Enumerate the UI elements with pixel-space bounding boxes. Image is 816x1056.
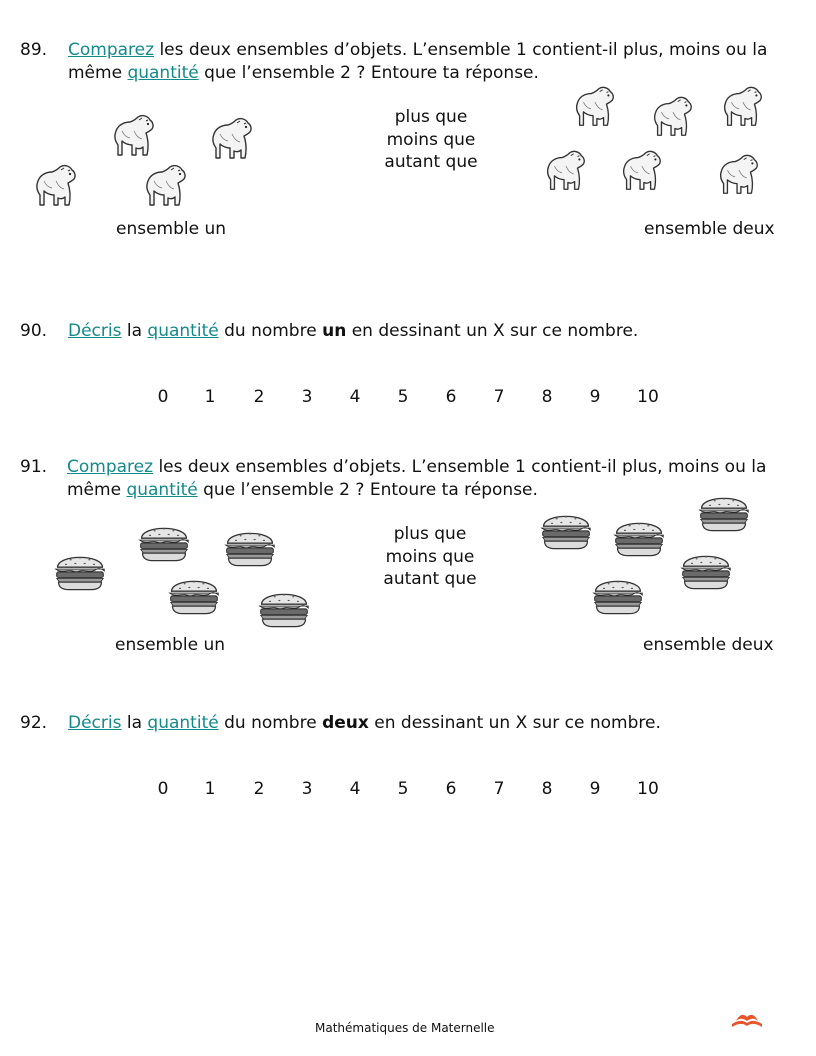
polar-bear-icon	[108, 110, 158, 162]
choice-moins-que[interactable]: moins que	[386, 129, 476, 150]
number-line	[0, 387, 816, 411]
hamburger-icon	[52, 546, 108, 594]
hamburger-icon	[538, 505, 594, 553]
quantite-link[interactable]: quantité	[126, 480, 198, 500]
number-5[interactable]: 5	[397, 387, 409, 407]
hamburger-icon	[611, 512, 667, 560]
number-line	[0, 779, 816, 803]
footer-title: Mathématiques de Maternelle	[315, 1021, 495, 1035]
prompt-text: en dessinant un X sur ce nombre.	[346, 321, 639, 341]
polar-bear-icon	[30, 160, 80, 212]
prompt-text: les deux ensembles d’objets. L’ensemble 1 contient-il plus, moins ou la	[154, 40, 768, 60]
number-0[interactable]: 0	[157, 779, 169, 799]
question-prompt	[67, 456, 766, 479]
polar-bear-icon	[648, 92, 696, 142]
number-1[interactable]: 1	[204, 779, 216, 799]
number-4[interactable]: 4	[349, 387, 361, 407]
prompt-text: que l’ensemble 2 ? Entoure ta réponse.	[197, 480, 538, 500]
number-2[interactable]: 2	[253, 387, 265, 407]
number-2[interactable]: 2	[253, 779, 265, 799]
comparez-link[interactable]: Comparez	[67, 457, 154, 477]
choice-moins-que[interactable]: moins que	[385, 546, 475, 567]
choice-plus-que[interactable]: plus que	[394, 107, 468, 127]
polar-bear-icon	[206, 113, 256, 165]
prompt-text: les deux ensembles d’objets. L’ensemble 1 contient-il plus, moins ou la	[153, 457, 767, 477]
quantite-link[interactable]: quantité	[127, 63, 199, 83]
decris-link[interactable]: Décris	[68, 321, 122, 341]
hamburger-icon	[678, 545, 734, 593]
choice-plus-que[interactable]: plus que	[393, 524, 467, 544]
book-logo-icon	[730, 1010, 764, 1030]
prompt-text: du nombre	[218, 713, 323, 733]
number-7[interactable]: 7	[493, 387, 505, 407]
number-6[interactable]: 6	[445, 387, 457, 407]
number-0[interactable]: 0	[157, 387, 169, 407]
hamburger-icon	[166, 570, 222, 618]
number-10[interactable]: 10	[637, 779, 659, 799]
comparez-link[interactable]: Comparez	[68, 40, 155, 60]
quantite-link[interactable]: quantité	[147, 321, 219, 341]
question-number: 92.	[20, 713, 48, 733]
number-5[interactable]: 5	[397, 779, 409, 799]
hamburger-icon	[696, 487, 752, 535]
polar-bear-icon	[541, 146, 589, 196]
set-two-label: ensemble deux	[643, 635, 774, 655]
prompt-text: que l’ensemble 2 ? Entoure ta réponse.	[198, 63, 539, 83]
number-4[interactable]: 4	[349, 779, 361, 799]
hamburger-icon	[136, 517, 192, 565]
polar-bear-icon	[718, 82, 766, 132]
set-one-label: ensemble un	[116, 219, 227, 239]
quantite-link[interactable]: quantité	[147, 713, 219, 733]
number-6[interactable]: 6	[445, 779, 457, 799]
prompt-text: la	[121, 321, 148, 341]
hamburger-icon	[590, 570, 646, 618]
prompt-text: du nombre	[218, 321, 323, 341]
answer-choices	[370, 106, 492, 174]
target-number-word: un	[322, 321, 347, 341]
prompt-text: la	[121, 713, 148, 733]
hamburger-icon	[222, 522, 278, 570]
number-9[interactable]: 9	[589, 387, 601, 407]
prompt-prefix: même	[68, 63, 128, 83]
number-3[interactable]: 3	[301, 779, 313, 799]
number-3[interactable]: 3	[301, 387, 313, 407]
number-8[interactable]: 8	[541, 387, 553, 407]
polar-bear-icon	[570, 82, 618, 132]
number-10[interactable]: 10	[637, 387, 659, 407]
number-1[interactable]: 1	[204, 387, 216, 407]
choice-autant-que[interactable]: autant que	[383, 569, 477, 589]
question-prompt	[68, 39, 767, 62]
prompt-prefix: même	[67, 480, 127, 500]
number-8[interactable]: 8	[541, 779, 553, 799]
question-prompt-line2	[68, 62, 539, 85]
polar-bear-icon	[714, 150, 762, 200]
number-9[interactable]: 9	[589, 779, 601, 799]
target-number-word: deux	[322, 713, 369, 733]
set-two-label: ensemble deux	[644, 219, 775, 239]
decris-link[interactable]: Décris	[68, 713, 122, 733]
question-number: 89.	[20, 40, 48, 60]
answer-choices	[369, 523, 491, 591]
question-prompt	[68, 320, 638, 343]
set-one-label: ensemble un	[115, 635, 226, 655]
polar-bear-icon	[140, 160, 190, 212]
polar-bear-icon	[617, 146, 665, 196]
question-prompt	[68, 712, 661, 735]
hamburger-icon	[256, 583, 312, 631]
choice-autant-que[interactable]: autant que	[384, 152, 478, 172]
question-number: 91.	[20, 457, 48, 477]
prompt-text: en dessinant un X sur ce nombre.	[368, 713, 661, 733]
question-number: 90.	[20, 321, 48, 341]
question-prompt-line2	[67, 479, 538, 502]
number-7[interactable]: 7	[493, 779, 505, 799]
